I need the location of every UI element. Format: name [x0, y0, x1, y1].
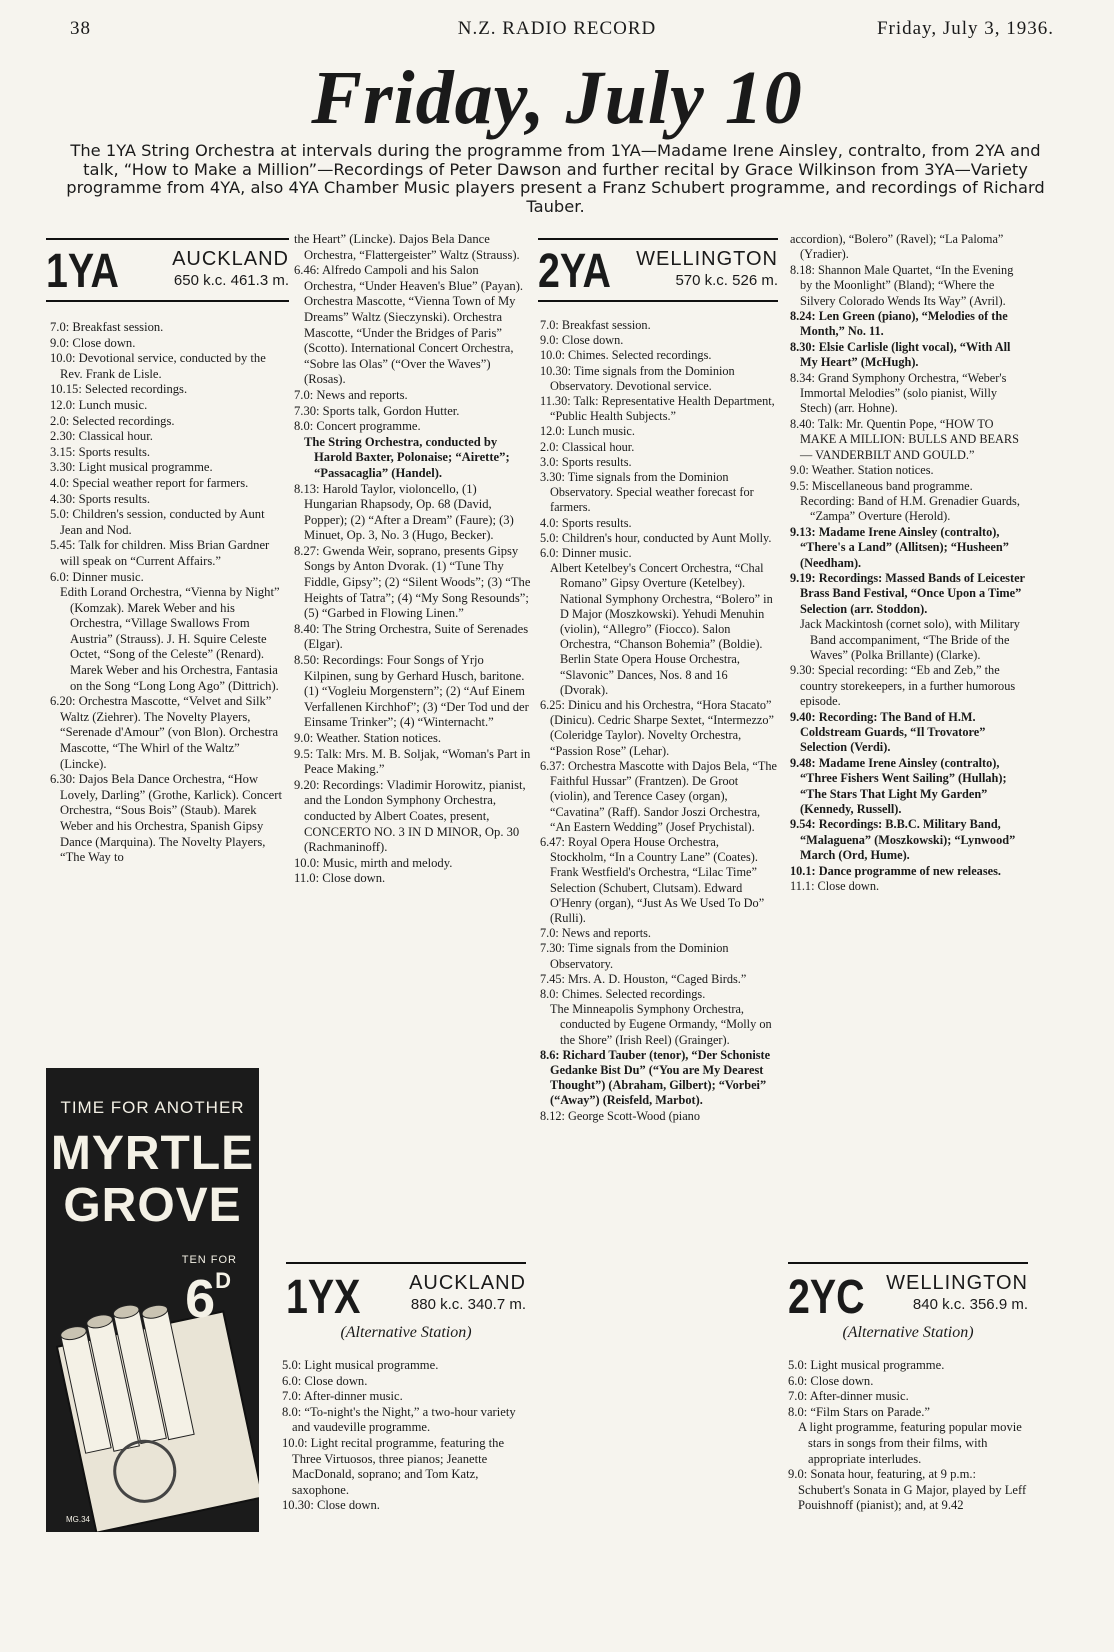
masthead — [60, 14, 1054, 44]
programme-entry-detail: The Minneapolis Symphony Orchestra, conducted by Eugene Ormandy, “Molly on the Shore” (Irish Reel) (Grainger). — [550, 1002, 772, 1047]
programme-entry: 9.0: Close down. — [50, 335, 136, 350]
paper-title: N.Z. RADIO RECORD — [457, 18, 657, 39]
station-city: AUCKLAND — [409, 1272, 526, 1294]
programme-entry: 9.13: Madame Irene Ainsley (contralto), “There's a Land” (Allitsen); “Husheen” (Needham). — [790, 524, 1009, 570]
programme-entry: 9.0: Weather. Station notices. — [790, 463, 934, 478]
station-city: WELLINGTON — [886, 1272, 1028, 1294]
programme-entry: 10.0: Music, mirth and melody. — [294, 855, 453, 870]
programme-entry: 8.24: Len Green (piano), “Melodies of the Month,” No. 11. — [790, 309, 1008, 339]
programme-entry: 3.15: Sports results. — [50, 444, 151, 459]
programme-entry: 7.30: Sports talk, Gordon Hutter. — [294, 403, 460, 418]
programme-entry: 12.0: Lunch music. — [540, 424, 635, 439]
programme-entry: 5.0: Children's hour, conducted by Aunt Molly. — [540, 530, 772, 545]
programme-entry: 8.40: Talk: Mr. Quentin Pope, “HOW TO MAKE A MILLION: BULLS AND BEARS — VANDERBILT AND GOULD.” — [790, 416, 1019, 462]
programme-entry: 7.0: After-dinner music. — [788, 1389, 909, 1404]
station-rule — [46, 300, 289, 302]
station-frequency: 840 k.c. 356.9 m. — [912, 1296, 1028, 1313]
page-number: 38 — [70, 18, 91, 39]
programme-entry: 9.20: Recordings: Vladimir Horowitz, pianist, and the London Symphony Orchestra, conducted by Albert Coates, present, CONCERTO NO. 3 IN D MINOR, Op. 30 (Rachmaninoff). — [294, 777, 526, 855]
programme-entry: 6.0: Close down. — [282, 1373, 368, 1388]
programme-entry: 8.13: Harold Taylor, violoncello, (1) Hungarian Rhapsody, Op. 68 (David, Popper); (2) “After a Dream” (Faure); (3) Minuet, Op. 3, No. 3 (Hugo, Becker). — [294, 481, 514, 543]
programme-entry: the Heart” (Lincke). Dajos Bela Dance Orchestra, “Flattergeister” Waltz (Strauss). — [294, 232, 520, 262]
programme-entry: 10.0: Chimes. Selected recordings. — [540, 348, 712, 363]
programme-entry: 5.0: Light musical programme. — [788, 1358, 945, 1372]
station-rule — [538, 300, 778, 302]
programme-entry: 6.47: Royal Opera House Orchestra, Stockholm, “In a Country Lane” (Coates). Frank Westfield's Orchestra, “Lilac Time” Selection (Schubert, Clutsam). Edward O'Henry (organ), “Just As We Used To Do” (Rulli). — [540, 834, 765, 925]
programme-entry: 7.30: Time signals from the Dominion Observatory. — [540, 941, 729, 971]
station-alternative-label: (Alternative Station) — [842, 1324, 974, 1341]
programme-entry: 3.30: Light musical programme. — [50, 460, 213, 475]
station-header-2ya — [538, 238, 778, 302]
programme-entry: 6.20: Orchestra Mascotte, “Velvet and Silk” Waltz (Ziehrer). The Novelty Players, “Serenade d'Amour” (von Blon). Orchestra Mascotte, “The Whirl of the Waltz” (Lincke). — [50, 694, 279, 771]
ad-tagline: TIME FOR ANOTHER — [60, 1098, 245, 1117]
programme-entry: 3.30: Time signals from the Dominion Observatory. Special weather forecast for farmers. — [540, 470, 754, 515]
programme-entry: 9.54: Recordings: B.B.C. Military Band, “Malaguena” (Moszkowski); “Lynwood” March (Ord, Hume). — [790, 817, 1016, 863]
station-header-1ya — [46, 238, 289, 302]
programme-entry: 8.34: Grand Symphony Orchestra, “Weber's Immortal Melodies” (solo pianist, Willy Stech) (arr. Hohne). — [790, 370, 1007, 416]
programme-entry: 11.1: Close down. — [790, 879, 880, 894]
programme-entry: 10.1: Dance programme of new releases. — [790, 863, 1001, 878]
programme-entry: 5.0: Light musical programme. — [282, 1358, 439, 1372]
programme-entry: 4.30: Sports results. — [50, 491, 151, 506]
programme-entry: 8.12: George Scott-Wood (piano — [540, 1108, 700, 1123]
programme-column-1ya-continued — [294, 232, 532, 887]
programme-entry: 8.30: Elsie Carlisle (light vocal), “With All My Heart” (McHugh). — [790, 339, 1011, 370]
programme-entry: 10.30: Time signals from the Dominion Observatory. Devotional service. — [540, 363, 735, 393]
programme-entry: 7.45: Mrs. A. D. Houston, “Caged Birds.” — [540, 971, 747, 986]
programme-entry: 6.0: Dinner music. — [50, 569, 144, 584]
programme-entry: 6.0: Close down. — [788, 1373, 874, 1388]
station-frequency: 570 k.c. 526 m. — [675, 272, 778, 289]
programme-entry-detail: Edith Lorand Orchestra, “Vienna by Night” (Komzak). Marek Weber and his Orchestra, “Village Swallows From Austria” (Strauss). J. H. Squire Celeste Octet, “Song of the Celeste” (Renard). Marek Weber and his Orchestra, Fantasia on the Song “Long Long Ago” (Dittrich). — [60, 585, 280, 693]
programme-entry-detail: Albert Ketelbey's Concert Orchestra, “Chal Romano” Gipsy Overture (Ketelbey). National Symphony Orchestra, “Bolero” in D Major (Moszkowski). Yehudi Menuhin (violin), “Allegro” (Fiocco). Salon Orchestra, “Chanson Bohemia” (Boldie). Berlin State Opera House Orchestra, “Slavonic” Dances, Nos. 8 and 16 (Dvorak). — [550, 561, 773, 697]
programme-entry: 8.40: The String Orchestra, Suite of Serenades (Elgar). — [294, 621, 529, 652]
programme-entry: 10.30: Close down. — [282, 1498, 380, 1513]
programme-entry: 7.0: News and reports. — [294, 387, 408, 402]
station-city: WELLINGTON — [636, 248, 778, 270]
station-call: 1YX — [286, 1271, 361, 1324]
ad-price-value: 6 — [185, 1269, 216, 1329]
programme-entry: 8.0: Chimes. Selected recordings. — [540, 986, 706, 1001]
programme-entry: 6.37: Orchestra Mascotte with Dajos Bela, “The Faithful Hussar” (Frantzen). De Groot (violin), and Terence Casey (organ), “Cavatina” (Raff). Sandor Joszi Orchestra, “An Eastern Wedding” (Josef Prychistal). — [540, 758, 777, 834]
issue-date: Friday, July 3, 1936. — [876, 18, 1054, 39]
programme-entry: 3.0: Sports results. — [540, 454, 632, 469]
programme-entry: 5.0: Children's session, conducted by Aunt Jean and Nod. — [50, 507, 265, 537]
programme-entry: 9.40: Recording: The Band of H.M. Coldstream Guards, “Il Trovatore” Selection (Verdi). — [790, 709, 986, 755]
station-header-1yx — [286, 1262, 526, 1346]
programme-entry: 6.25: Dinicu and his Orchestra, “Hora Stacato” (Dinicu). Cedric Sharpe Sextet, “Intermezzo” (Coleridge Taylor). Novelty Orchestra, “Passion Rose” (Lehar). — [540, 698, 774, 758]
programme-entry: 9.0: Weather. Station notices. — [294, 731, 442, 745]
ad-quantity: TEN FOR — [181, 1254, 237, 1266]
page-headline: Friday, July 10 — [311, 56, 803, 140]
programme-entry: 9.30: Special recording: “Eb and Zeb,” the country storekeepers, in a further humorous episode. — [790, 663, 1016, 709]
programme-entry: 11.0: Close down. — [294, 871, 386, 886]
station-call: 2YA — [538, 245, 611, 298]
programme-entry: 2.0: Classical hour. — [540, 439, 635, 454]
programme-column-2yc — [788, 1358, 1028, 1514]
programme-entry: 9.19: Recordings: Massed Bands of Leicester Brass Band Festival, “Once Upon a Time” Selection (arr. Stoddon). — [790, 570, 1025, 616]
programme-entry: 10.0: Devotional service, conducted by the Rev. Frank de Lisle. — [50, 351, 266, 381]
programme-entry: 9.5: Miscellaneous band programme. — [790, 478, 973, 493]
programme-column-2ya-continued — [790, 232, 1028, 894]
programme-entry: 10.15: Selected recordings. — [50, 382, 188, 397]
programme-entry: 9.5: Talk: Mrs. M. B. Soljak, “Woman's Part in Peace Making.” — [294, 746, 531, 777]
station-alternative-label: (Alternative Station) — [340, 1324, 472, 1341]
programme-entry: 9.48: Madame Irene Ainsley (contralto), “Three Fishers Went Sailing” (Hullah); “The Stars That Light My Garden” (Kennedy, Russell). — [790, 755, 1007, 817]
programme-entry: 2.30: Classical hour. — [50, 429, 153, 444]
programme-entry: 8.50: Recordings: Four Songs of Yrjo Kilpinen, sung by Gerhard Husch, baritone. (1) “Vogleiu Morgenstern”; (2) “Auf Einem Verfallenen Kirchhof”; (3) “Der Tod und der Einsame Trinker”; (4) “Winternacht.” — [294, 653, 529, 730]
programme-column-2ya — [540, 318, 778, 1124]
programme-entry: accordion), “Bolero” (Ravel); “La Paloma” (Yradier). — [790, 232, 1004, 262]
station-call: 2YC — [788, 1271, 865, 1324]
programme-column-1yx — [282, 1358, 526, 1514]
programme-entry: 7.0: News and reports. — [540, 926, 651, 941]
programme-entry: 11.30: Talk: Representative Health Department, “Public Health Subjects.” — [540, 394, 775, 424]
programme-entry: 4.0: Sports results. — [540, 515, 632, 530]
programme-entry: 7.0: Breakfast session. — [540, 318, 651, 332]
station-city: AUCKLAND — [172, 248, 289, 270]
ad-code: MG.34 — [66, 1515, 91, 1524]
programme-entry: 5.45: Talk for children. Miss Brian Gardner will speak on “Current Affairs.” — [50, 538, 270, 568]
programme-entry: 8.0: “To-night's the Night,” a two-hour variety and vaudeville programme. — [282, 1404, 516, 1435]
programme-entry: 2.0: Selected recordings. — [50, 413, 175, 428]
programme-entry: 8.0: “Film Stars on Parade.” — [788, 1404, 931, 1419]
programme-column-1ya — [50, 320, 286, 866]
station-call: 1YA — [46, 245, 119, 298]
myrtle-grove-advertisement — [46, 1068, 259, 1532]
ad-price — [185, 1268, 231, 1330]
programme-entry: 8.6: Richard Tauber (tenor), “Der Schoniste Gedanke Bist Du” (“You are My Dearest Thought”) (Abraham, Gilbert); “Vorbei” (“Away”) (Reisfeld, Marbot). — [540, 1047, 771, 1108]
ad-brand-line-1: MYRTLE — [50, 1127, 255, 1180]
programme-entry: 6.46: Alfredo Campoli and his Salon Orchestra, “Under Heaven's Blue” (Payan). Orchestra Mascotte, “Vienna Town of My Dreams” Waltz (Sieczynski). Orchestra Mascotte, “Under the Bridges of Paris” (Scotto). International Concert Orchestra, “Sobre las Olas” (“Over the Waves”) (Rosas). — [294, 263, 524, 387]
programme-entry-detail: Jack Mackintosh (cornet solo), with Military Band accompaniment, “The Bride of the Waves” (Polka Brillante) (Clarke). — [800, 617, 1020, 662]
programme-entry: 7.0: After-dinner music. — [282, 1389, 403, 1404]
station-frequency: 880 k.c. 340.7 m. — [410, 1296, 526, 1313]
programme-entry-detail: The String Orchestra, conducted by Harold Baxter, Polonaise; “Airette”; “Passacaglia” (Handel). — [304, 434, 510, 480]
programme-entry: 6.30: Dajos Bela Dance Orchestra, “How Lovely, Darling” (Grothe, Karlick). Concert Orchestra, “Sous Bois” (Staub). Marek Weber and his Orchestra, Spanish Gipsy Dance (Marquina). The Novelty Players, “The Way to — [50, 772, 282, 865]
intro-summary: The 1YA String Orchestra at intervals during the programme from 1YA—Madame Irene Ainsley, contralto, from 2YA and talk, “How to Make a Million”—Recordings of Peter Dawson and further recital by Grace Wilkinson from 3YA—Variety programme from 4YA, also 4YA Chamber Music players present a Franz Schubert programme, and recordings of Richard Tauber. — [66, 141, 1045, 216]
programme-entry-detail: A light programme, featuring popular movie stars in songs from their films, with appropriate interludes. — [798, 1420, 1022, 1466]
programme-entry: 9.0: Close down. — [540, 333, 624, 348]
programme-entry: 8.18: Shannon Male Quartet, “In the Evening by the Moonlight” (Bland); “Where the Silvery Colorado Wends Its Way” (Avril). — [790, 262, 1014, 308]
programme-entry: 7.0: Breakfast session. — [50, 320, 164, 334]
programme-entry: 6.0: Dinner music. — [540, 546, 632, 561]
station-frequency: 650 k.c. 461.3 m. — [173, 272, 289, 289]
ad-price-unit: D — [215, 1268, 231, 1293]
programme-entry-detail: Recording: Band of H.M. Grenadier Guards, “Zampa” Overture (Herold). — [800, 493, 1020, 524]
programme-entry: 8.0: Concert programme. — [294, 419, 421, 434]
programme-entry: 4.0: Special weather report for farmers. — [50, 475, 249, 490]
station-header-2yc — [788, 1262, 1028, 1346]
ad-brand-line-2: GROVE — [63, 1179, 242, 1232]
programme-entry: 8.27: Gwenda Weir, soprano, presents Gipsy Songs by Anton Dvorak. (1) “Tune Thy Fiddle, Gipsy”; (2) “Silent Woods”; (3) “The Heights of Tatra”; (4) “My Song Resounds”; (5) “Garbed in Flowing Linen.” — [294, 543, 531, 621]
programme-entry: 10.0: Light recital programme, featuring the Three Virtuosos, three pianos; Jeanette MacDonald, soprano; and Tom Katz, saxophone. — [282, 1435, 505, 1497]
programme-entry: 9.0: Sonata hour, featuring, at 9 p.m.: Schubert's Sonata in G Major, played by Leff Pouishnoff (pianist); and, at 9.42 — [788, 1467, 1027, 1513]
programme-entry: 12.0: Lunch music. — [50, 397, 148, 412]
